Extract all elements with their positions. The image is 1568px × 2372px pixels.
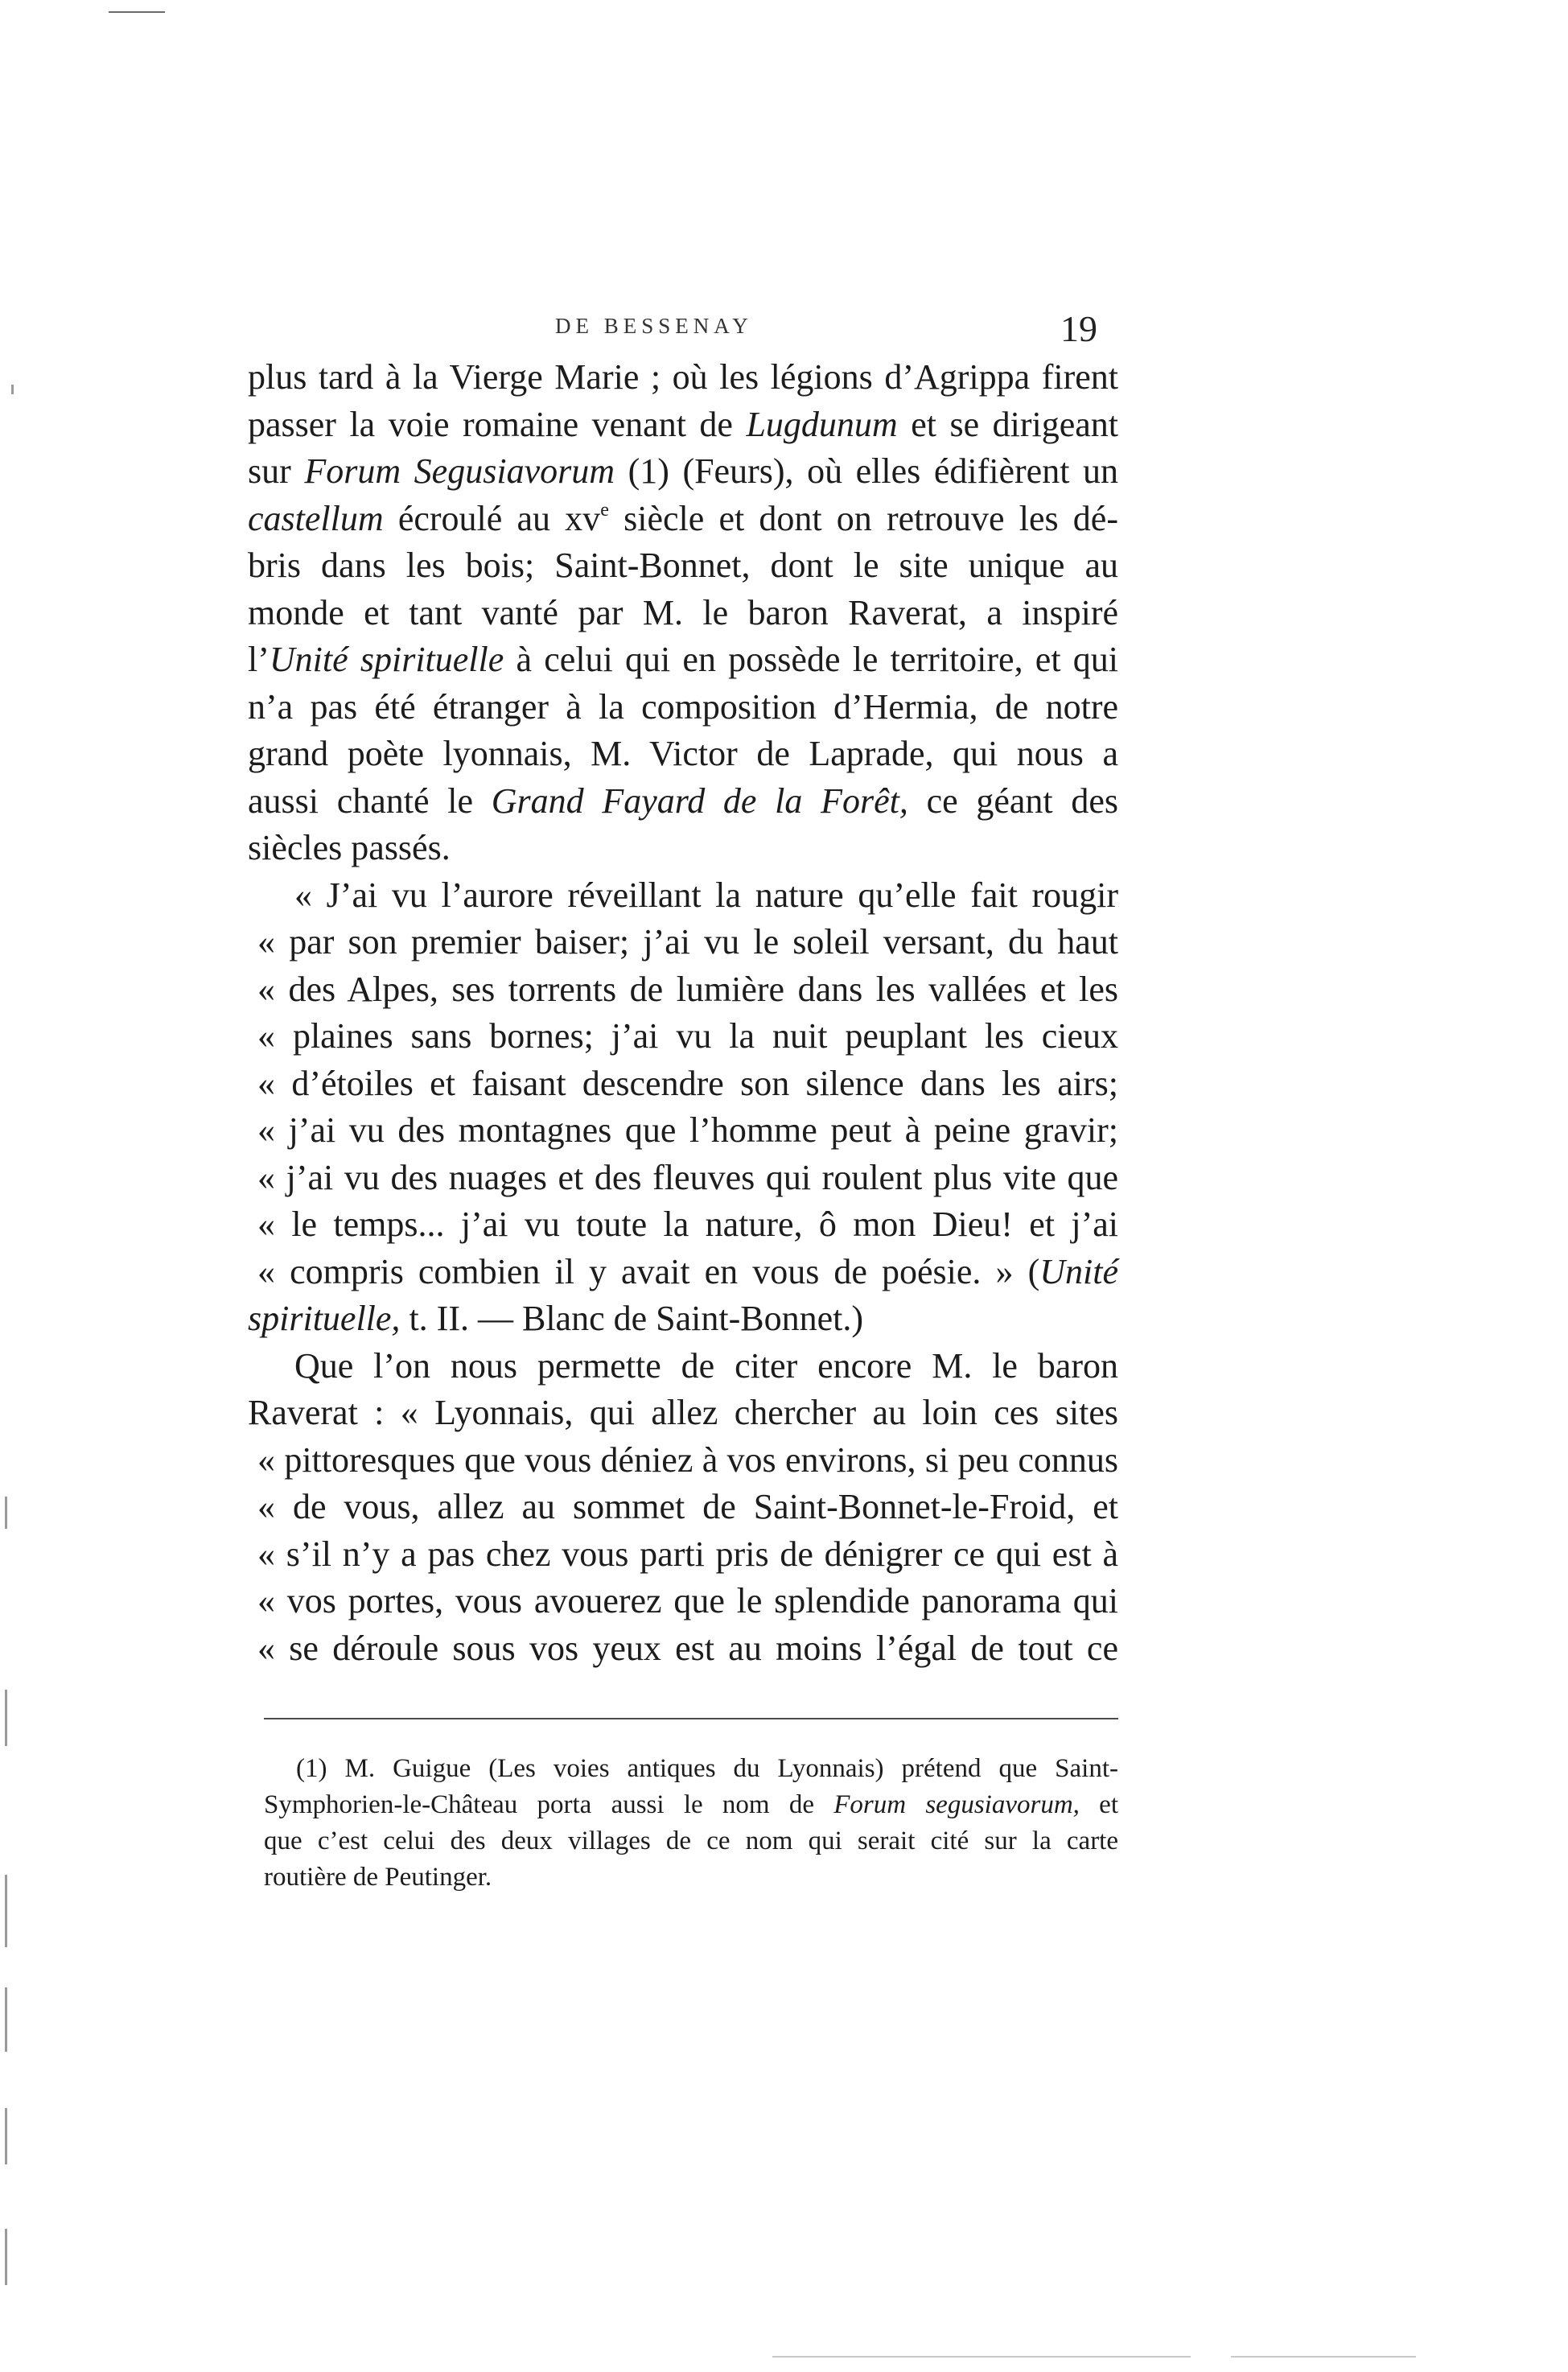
text-run: « s’il n’y a pas chez vous parti pris de dénigrer ce qui est à (257, 1534, 1118, 1574)
text-line (248, 1343, 1118, 1390)
text-run: « par son premier baiser; j’ai vu le soleil versant, du haut (257, 922, 1118, 962)
text-line (248, 1578, 1118, 1625)
superscript: e (600, 498, 609, 521)
text-run: sur (248, 451, 305, 491)
margin-mark (5, 1690, 7, 1746)
text-line (248, 778, 1118, 826)
text-run: Que l’on nous permette de citer encore M. le baron (294, 1345, 1118, 1386)
text-run: « vos portes, vous avouerez que le splendide panorama qui (257, 1581, 1118, 1620)
margin-mark (11, 385, 14, 394)
margin-mark (5, 2108, 7, 2164)
text-run: (1) M. Guigue (Les voies antiques du Lyonnais) prétend que Saint- (296, 1754, 1118, 1783)
footnote-line (264, 1787, 1118, 1823)
text-line (248, 1531, 1118, 1579)
text-line (248, 590, 1118, 637)
text-run: écroulé au xv (383, 498, 601, 538)
text-run: monde et tant vanté par M. le baron Raverat, a inspiré (248, 592, 1118, 632)
text-line (248, 966, 1118, 1014)
text-run: que c’est celui des deux villages de ce nom qui serait cité sur la carte (264, 1826, 1118, 1855)
footnote-line (264, 1751, 1118, 1787)
scan-mark-top (109, 11, 165, 13)
text-run: à celui qui en possède le territoire, et qui (504, 640, 1118, 679)
text-run: passer la voie romaine venant de (248, 404, 747, 444)
text-run: routière de Peutinger. (264, 1863, 492, 1892)
text-line (248, 919, 1118, 966)
text-line (248, 1484, 1118, 1531)
text-run: ce géant des (907, 780, 1118, 821)
text-run: « le temps... j’ai vu toute la nature, ô mon Dieu! et j’ai (257, 1205, 1118, 1244)
text-run: « plaines sans bornes; j’ai vu la nuit peuplant les cieux (257, 1016, 1118, 1056)
text-run: « J’ai vu l’aurore réveillant la nature qu’elle fait rougir (294, 875, 1118, 915)
scan-mark-bottom (772, 2356, 1191, 2358)
text-line (248, 1437, 1118, 1485)
text-line (248, 448, 1118, 496)
text-line (248, 1625, 1118, 1673)
text-run: n’a pas été étranger à la composition d’Hermia, de notre (248, 686, 1118, 727)
margin-mark (5, 1875, 7, 1947)
text-line (248, 1295, 1118, 1343)
text-line (248, 1155, 1118, 1202)
text-run: grand poète lyonnais, M. Victor de Laprade, qui nous a (248, 734, 1118, 773)
margin-mark (5, 1497, 7, 1529)
text-run: et (1079, 1790, 1118, 1819)
italic-run: Unité (1039, 1251, 1118, 1291)
text-line (248, 1201, 1118, 1249)
margin-mark (5, 2229, 7, 2285)
text-run: « j’ai vu des nuages et des fleuves qui roulent plus vite que (257, 1157, 1118, 1197)
footnote-separator (264, 1718, 1118, 1719)
italic-run: Forum Segusiavorum (304, 451, 615, 491)
text-run: « des Alpes, ses torrents de lumière dans les vallées et les (257, 969, 1118, 1009)
margin-mark (5, 1987, 7, 2052)
text-line (248, 1249, 1118, 1296)
text-run: siècle et dont on retrouve les dé- (608, 498, 1118, 538)
text-run: « j’ai vu des montagnes que l’homme peut à peine gravir; (257, 1110, 1118, 1150)
text-run: siècles passés. (248, 828, 451, 867)
text-run: « compris combien il y avait en vous de poésie. » ( (257, 1251, 1040, 1291)
italic-run: Unité spirituelle (269, 640, 504, 679)
italic-run: spirituelle, (248, 1299, 401, 1338)
text-run: « se déroule sous vos yeux est au moins l’égal de tout ce (257, 1628, 1118, 1668)
text-line (248, 496, 1118, 543)
main-text (248, 354, 1118, 1672)
text-run: bris dans les bois; Saint-Bonnet, dont le site unique au (248, 546, 1118, 585)
text-run: « de vous, allez au sommet de Saint-Bonnet-le-Froid, et (257, 1487, 1118, 1526)
text-run: Symphorien-le-Château porta aussi le nom de (264, 1790, 834, 1819)
footnote-line (264, 1823, 1118, 1859)
text-line (248, 1390, 1118, 1437)
footnote-line (264, 1859, 1118, 1896)
text-line (248, 731, 1118, 778)
footnote (264, 1751, 1118, 1896)
text-line (248, 1013, 1118, 1060)
text-line (248, 402, 1118, 449)
page-number: 19 (1060, 308, 1097, 349)
text-run: « pittoresques que vous déniez à vos environs, si peu connus (257, 1439, 1118, 1480)
text-run: t. II. — Blanc de Saint-Bonnet.) (400, 1299, 863, 1338)
text-run: l’ (248, 640, 270, 679)
text-run: Raverat : « Lyonnais, qui allez chercher au loin ces sites (248, 1393, 1118, 1432)
text-line (248, 636, 1118, 684)
text-line (248, 354, 1118, 402)
scan-mark-bottom (1231, 2356, 1416, 2358)
text-run: (1) (Feurs), où elles édifièrent un (615, 451, 1118, 491)
text-line (248, 684, 1118, 731)
text-line (248, 542, 1118, 590)
page-header (0, 307, 1568, 356)
text-line (248, 1107, 1118, 1155)
text-run: et se dirigeant (897, 404, 1118, 444)
text-run: plus tard à la Vierge Marie ; où les légions d’Agrippa firent (248, 357, 1118, 397)
italic-run: Forum segusiavorum, (833, 1790, 1080, 1819)
text-line (248, 825, 1118, 872)
italic-run: Grand Fayard de la Forêt, (491, 780, 908, 821)
text-line (248, 1060, 1118, 1108)
text-run: « d’étoiles et faisant descendre son silence dans les airs; (257, 1063, 1118, 1103)
italic-run: Lugdunum (746, 404, 898, 444)
text-line (248, 872, 1118, 920)
text-run: aussi chanté le (248, 780, 492, 821)
italic-run: castellum (248, 498, 384, 538)
running-head: DE BESSENAY (555, 314, 753, 338)
